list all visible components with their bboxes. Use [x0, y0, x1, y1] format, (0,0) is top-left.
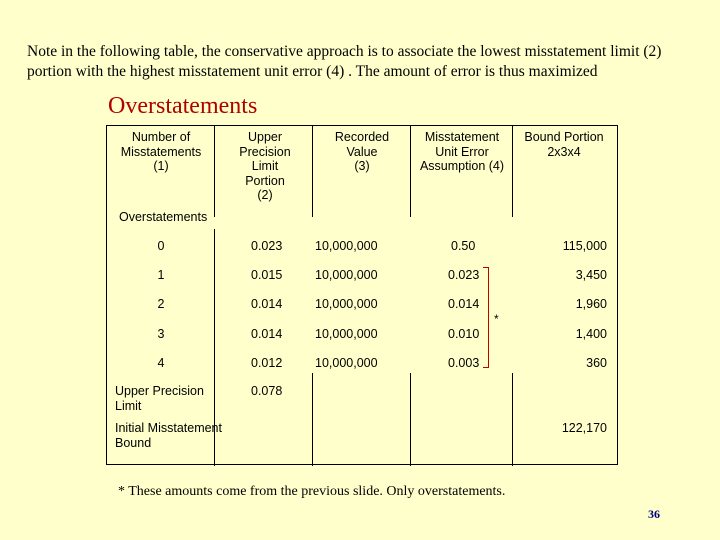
upper-precision-limit-label: Upper Precision Limit: [115, 384, 204, 413]
page-number: 36: [648, 507, 660, 521]
footnote-marker: *: [494, 312, 499, 326]
initial-misstatement-bound-label: Initial Misstatement Bound: [115, 421, 222, 450]
header-upper-precision-limit-portion: Upper Precision Limit Portion (2): [239, 130, 291, 202]
header-bound-portion: Bound Portion 2x3x4: [524, 130, 604, 159]
overstatements-table: Number of Misstatements (1) Upper Precision Limit Portion (2) Recorded Value (3) Misstatement Unit Error Assumption (4) Bound Portion 2x3x4 Overstatements 0 0.023 10,000,000 0.50 115,000 1 0.015 10,000,000 0.023 3,450 2 0.014 10,000,000 0.014 1,960 3 0.014 10,000,000 0.010 1,400 4 0.012 10,000,000 0.003 360 Upper Precision Limit 0.078 Initial Misstatement Bound 122,170: [106, 125, 618, 465]
section-label-overstatements: Overstatements: [119, 210, 208, 224]
initial-misstatement-bound-value: 122,170: [561, 421, 607, 435]
header-recorded-value: Recorded Value (3): [334, 130, 390, 173]
upper-precision-limit-value: 0.078: [251, 384, 283, 398]
header-number-of-misstatements: Number of Misstatements (1): [120, 130, 202, 173]
section-heading: Overstatements: [108, 93, 258, 119]
error-pairing-bracket: [483, 267, 489, 368]
footnote: * These amounts come from the previous slide. Only overstatements.: [118, 484, 506, 499]
header-misstatement-unit-error: Misstatement Unit Error Assumption (4): [419, 130, 505, 173]
intro-text: Note in the following table, the conservative approach is to associate the lowest misstatement limit (2) portion with the highest misstatement unit error (4) . The amount of error is thus maximized: [27, 43, 662, 80]
